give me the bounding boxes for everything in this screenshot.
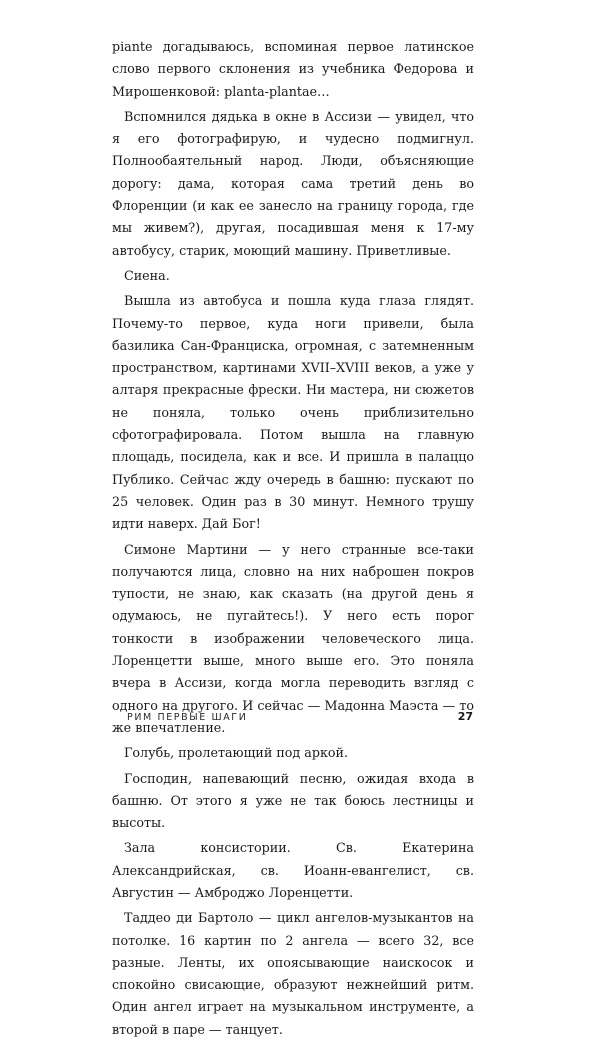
page-number: 27 — [457, 710, 473, 723]
paragraph-basilica: Вышла из автобуса и пошла куда глаза глядят. Почему-то первое, куда ноги привели, была базилика Сан-Франциска, огромная, с затемненным пространством, картинами XVII–XVIII веков, а уже у алтаря прекрасные фрески. Ни мастера, ни сюжетов не поняла, только очень приблизительно сфотографировала. Потом вышла на главную площадь, посидела, как и все. И пришла в палаццо Публико. Сейчас жду очередь в башню: пускают по 25 человек. Один раз в 30 минут. Немного трушу идти наверх. Дай Бог! — [112, 293, 474, 532]
body-text — [112, 36, 474, 1041]
paragraph-consistory-hall: Зала консистории. Св. Екатерина Александрийская, св. Иоанн-евангелист, св. Августин — Амброджо Лоренцетти. — [112, 840, 474, 900]
paragraph-continuation: piante догадываюсь, вспоминая первое латинское слово первого склонения из учебника Федорова и Мирошенковой: planta-plantae… — [112, 39, 474, 99]
paragraph-simone-martini: Симоне Мартини — у него странные все-таки получаются лица, словно на них наброшен покров тупости, не знаю, как сказать (на другой день я одумаюсь, не пугайтесь!). У него есть порог тонкости в изображении человеческого лица. Лоренцетти выше, много выше его. Это поняла вчера в Ассизи, когда могла переводить взгляд с одного на другого. И сейчас — Мадонна Маэста — то же впечатление. — [112, 541, 474, 735]
paragraph-pigeon: Голубь, пролетающий под аркой. — [124, 745, 349, 761]
paragraph-singing-man: Господин, напевающий песню, ожидая входа в башню. От этого я уже не так боюсь лестницы и высоты. — [112, 770, 474, 831]
paragraph-assisi-uncle: Вспомнился дядька в окне в Ассизи — увидел, что я его фотографирую, и чудесно подмигнул. Полнообаятельный народ. Люди, объясняющие дорогу: дама, которая сама третий день во Флоренции (и как ее занесло на границу города, где мы живем?), другая, посадившая меня к 17-му автобусу, старик, моющий машину. Приветливые. — [112, 108, 474, 258]
running-title: РИМ ПЕРВЫЕ ШАГИ — [127, 712, 248, 723]
paragraph-siena: Сиена. — [124, 267, 170, 283]
paragraph-taddeo: Таддео ди Бартоло — цикл ангелов-музыкантов на потолке. 16 картин по 2 ангела — всего 32, все разные. Ленты, их опоясывающие наискосок и спокойно свисающие, образуют нежнейший ритм. Один ангел играет на музыкальном инструменте, а второй в паре — танцует. — [112, 910, 474, 1037]
